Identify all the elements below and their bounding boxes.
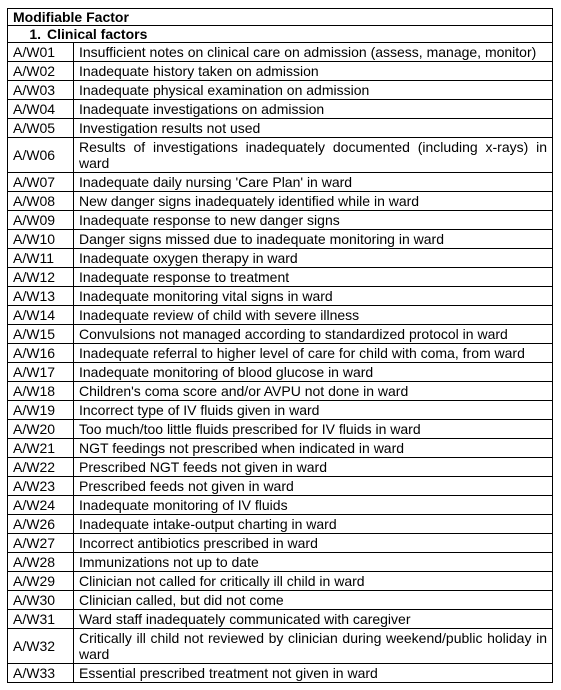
section-title: Clinical factors <box>47 26 148 42</box>
factor-description: Inadequate daily nursing 'Care Plan' in ward <box>74 173 553 192</box>
factor-description: Results of investigations inadequately documented (including x-rays) in ward <box>74 138 553 173</box>
factor-description: Immunizations not up to date <box>74 553 553 572</box>
table-row <box>8 211 553 230</box>
factor-description: Clinician called, but did not come <box>74 591 553 610</box>
factor-description: New danger signs inadequately identified while in ward <box>74 192 553 211</box>
table-row <box>8 553 553 572</box>
factor-code: A/W21 <box>8 439 74 458</box>
table-row <box>8 477 553 496</box>
factor-code: A/W14 <box>8 306 74 325</box>
table-row <box>8 306 553 325</box>
table-header-row <box>8 9 553 26</box>
factor-description: Inadequate intake-output charting in ward <box>74 515 553 534</box>
factor-description: Convulsions not managed according to standardized protocol in ward <box>74 325 553 344</box>
factor-code: A/W15 <box>8 325 74 344</box>
factor-code: A/W08 <box>8 192 74 211</box>
factor-code: A/W07 <box>8 173 74 192</box>
factor-code: A/W12 <box>8 268 74 287</box>
factor-description: Danger signs missed due to inadequate monitoring in ward <box>74 230 553 249</box>
table-row <box>8 249 553 268</box>
table-row <box>8 81 553 100</box>
factor-description: Incorrect type of IV fluids given in ward <box>74 401 553 420</box>
factor-description: Children's coma score and/or AVPU not done in ward <box>74 382 553 401</box>
table-row <box>8 664 553 683</box>
factor-description: Inadequate oxygen therapy in ward <box>74 249 553 268</box>
factor-code: A/W27 <box>8 534 74 553</box>
factor-code: A/W06 <box>8 138 74 173</box>
table-row <box>8 439 553 458</box>
factor-description: Incorrect antibiotics prescribed in ward <box>74 534 553 553</box>
factor-description: Clinician not called for critically ill child in ward <box>74 572 553 591</box>
factor-description: Essential prescribed treatment not given in ward <box>74 664 553 683</box>
factor-code: A/W19 <box>8 401 74 420</box>
table-header: Modifiable Factor <box>8 9 553 26</box>
factor-description: Inadequate response to treatment <box>74 268 553 287</box>
table-body <box>8 9 553 683</box>
factor-code: A/W03 <box>8 81 74 100</box>
factor-code: A/W09 <box>8 211 74 230</box>
table-row <box>8 119 553 138</box>
table-row <box>8 43 553 62</box>
factor-description: Inadequate history taken on admission <box>74 62 553 81</box>
factor-code: A/W23 <box>8 477 74 496</box>
factor-description: NGT feedings not prescribed when indicated in ward <box>74 439 553 458</box>
modifiable-factors-table <box>7 8 553 683</box>
factor-code: A/W10 <box>8 230 74 249</box>
factor-description: Prescribed feeds not given in ward <box>74 477 553 496</box>
table-row <box>8 591 553 610</box>
section-heading <box>8 26 553 43</box>
factor-description: Inadequate review of child with severe illness <box>74 306 553 325</box>
factor-code: A/W22 <box>8 458 74 477</box>
table-row <box>8 401 553 420</box>
table-row <box>8 325 553 344</box>
factor-code: A/W29 <box>8 572 74 591</box>
table-row <box>8 382 553 401</box>
factor-description: Ward staff inadequately communicated with caregiver <box>74 610 553 629</box>
factor-description: Inadequate response to new danger signs <box>74 211 553 230</box>
factor-code: A/W31 <box>8 610 74 629</box>
table-row <box>8 138 553 173</box>
table-row <box>8 268 553 287</box>
factor-description: Prescribed NGT feeds not given in ward <box>74 458 553 477</box>
factor-code: A/W16 <box>8 344 74 363</box>
table-row <box>8 173 553 192</box>
section-row <box>8 26 553 43</box>
table-row <box>8 610 553 629</box>
factor-description: Insufficient notes on clinical care on admission (assess, manage, monitor) <box>74 43 553 62</box>
factor-description: Critically ill child not reviewed by clinician during weekend/public holiday in ward <box>74 629 553 664</box>
factor-code: A/W11 <box>8 249 74 268</box>
factor-code: A/W20 <box>8 420 74 439</box>
table-row <box>8 230 553 249</box>
table-row <box>8 534 553 553</box>
table-row <box>8 629 553 664</box>
table-row <box>8 287 553 306</box>
factor-code: A/W02 <box>8 62 74 81</box>
factor-description: Too much/too little fluids prescribed for IV fluids in ward <box>74 420 553 439</box>
factor-code: A/W18 <box>8 382 74 401</box>
table-row <box>8 344 553 363</box>
factor-description: Investigation results not used <box>74 119 553 138</box>
factor-description: Inadequate monitoring of blood glucose in ward <box>74 363 553 382</box>
factor-description: Inadequate referral to higher level of care for child with coma, from ward <box>74 344 553 363</box>
factor-code: A/W04 <box>8 100 74 119</box>
table-row <box>8 100 553 119</box>
factor-code: A/W05 <box>8 119 74 138</box>
factor-code: A/W24 <box>8 496 74 515</box>
table-row <box>8 515 553 534</box>
factor-code: A/W28 <box>8 553 74 572</box>
factor-code: A/W13 <box>8 287 74 306</box>
factor-description: Inadequate monitoring vital signs in ward <box>74 287 553 306</box>
factor-description: Inadequate physical examination on admission <box>74 81 553 100</box>
table-row <box>8 363 553 382</box>
factor-code: A/W17 <box>8 363 74 382</box>
factor-code: A/W26 <box>8 515 74 534</box>
factor-description: Inadequate monitoring of IV fluids <box>74 496 553 515</box>
table-row <box>8 458 553 477</box>
factor-code: A/W32 <box>8 629 74 664</box>
factor-description: Inadequate investigations on admission <box>74 100 553 119</box>
table-row <box>8 62 553 81</box>
table-row <box>8 572 553 591</box>
factor-code: A/W33 <box>8 664 74 683</box>
section-number: 1. <box>29 26 41 42</box>
factor-code: A/W30 <box>8 591 74 610</box>
table-row <box>8 496 553 515</box>
table-row <box>8 420 553 439</box>
factor-code: A/W01 <box>8 43 74 62</box>
table-row <box>8 192 553 211</box>
